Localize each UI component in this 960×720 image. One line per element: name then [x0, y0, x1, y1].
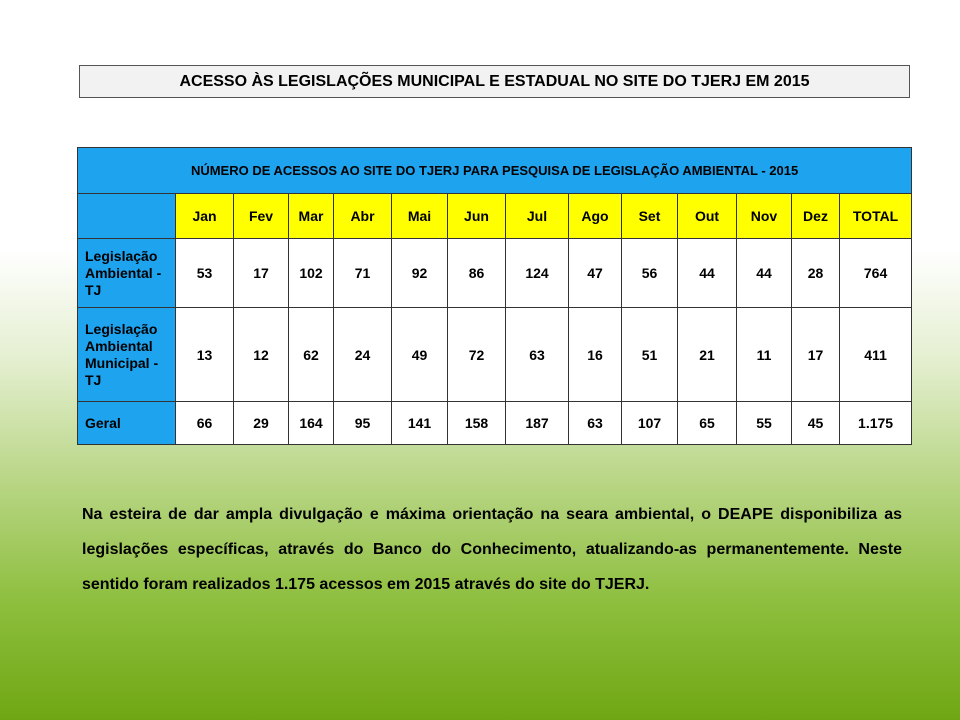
- value-cell: 55: [737, 402, 792, 445]
- column-header: Jun: [448, 194, 506, 239]
- column-header: Fev: [234, 194, 289, 239]
- value-cell: 107: [622, 402, 678, 445]
- table-row: [78, 239, 912, 308]
- value-cell: 72: [448, 308, 506, 402]
- column-header: Out: [678, 194, 737, 239]
- value-cell: 12: [234, 308, 289, 402]
- value-cell: 24: [334, 308, 392, 402]
- value-cell: 44: [737, 239, 792, 308]
- column-header: Jan: [176, 194, 234, 239]
- value-cell: 86: [448, 239, 506, 308]
- value-cell: 11: [737, 308, 792, 402]
- value-cell: 764: [840, 239, 912, 308]
- value-cell: 124: [506, 239, 569, 308]
- value-cell: 16: [569, 308, 622, 402]
- access-table: [77, 147, 912, 445]
- value-cell: 95: [334, 402, 392, 445]
- column-header: Dez: [792, 194, 840, 239]
- value-cell: 45: [792, 402, 840, 445]
- value-cell: 71: [334, 239, 392, 308]
- row-label: Legislação Ambiental Municipal - TJ: [78, 308, 176, 402]
- table-row: [78, 402, 912, 445]
- column-header: Ago: [569, 194, 622, 239]
- value-cell: 13: [176, 308, 234, 402]
- value-cell: 62: [289, 308, 334, 402]
- table-row: [78, 308, 912, 402]
- description-paragraph: Na esteira de dar ampla divulgação e máxima orientação na seara ambiental, o DEAPE disponibiliza as legislações específicas, através do Banco do Conhecimento, atualizando-as permanentemente. Neste sentido foram realizados 1.175 acessos em 2015 através do site do TJERJ.: [82, 506, 902, 593]
- column-header: Nov: [737, 194, 792, 239]
- value-cell: 66: [176, 402, 234, 445]
- column-header: Jul: [506, 194, 569, 239]
- table-caption: NÚMERO DE ACESSOS AO SITE DO TJERJ PARA PESQUISA DE LEGISLAÇÃO AMBIENTAL - 2015: [78, 148, 912, 194]
- value-cell: 21: [678, 308, 737, 402]
- value-cell: 65: [678, 402, 737, 445]
- value-cell: 17: [234, 239, 289, 308]
- table-header-row: [78, 194, 912, 239]
- value-cell: 187: [506, 402, 569, 445]
- value-cell: 1.175: [840, 402, 912, 445]
- value-cell: 141: [392, 402, 448, 445]
- row-label: Geral: [78, 402, 176, 445]
- value-cell: 158: [448, 402, 506, 445]
- value-cell: 51: [622, 308, 678, 402]
- header-corner-cell: [78, 194, 176, 239]
- value-cell: 47: [569, 239, 622, 308]
- column-header: Set: [622, 194, 678, 239]
- column-header: TOTAL: [840, 194, 912, 239]
- value-cell: 63: [569, 402, 622, 445]
- value-cell: 53: [176, 239, 234, 308]
- value-cell: 411: [840, 308, 912, 402]
- page-title: ACESSO ÀS LEGISLAÇÕES MUNICIPAL E ESTADUAL NO SITE DO TJERJ EM 2015: [79, 65, 910, 98]
- value-cell: 56: [622, 239, 678, 308]
- column-header: Abr: [334, 194, 392, 239]
- value-cell: 49: [392, 308, 448, 402]
- value-cell: 29: [234, 402, 289, 445]
- value-cell: 92: [392, 239, 448, 308]
- row-label: Legislação Ambiental - TJ: [78, 239, 176, 308]
- value-cell: 63: [506, 308, 569, 402]
- value-cell: 28: [792, 239, 840, 308]
- value-cell: 164: [289, 402, 334, 445]
- column-header: Mai: [392, 194, 448, 239]
- value-cell: 44: [678, 239, 737, 308]
- column-header: Mar: [289, 194, 334, 239]
- value-cell: 102: [289, 239, 334, 308]
- value-cell: 17: [792, 308, 840, 402]
